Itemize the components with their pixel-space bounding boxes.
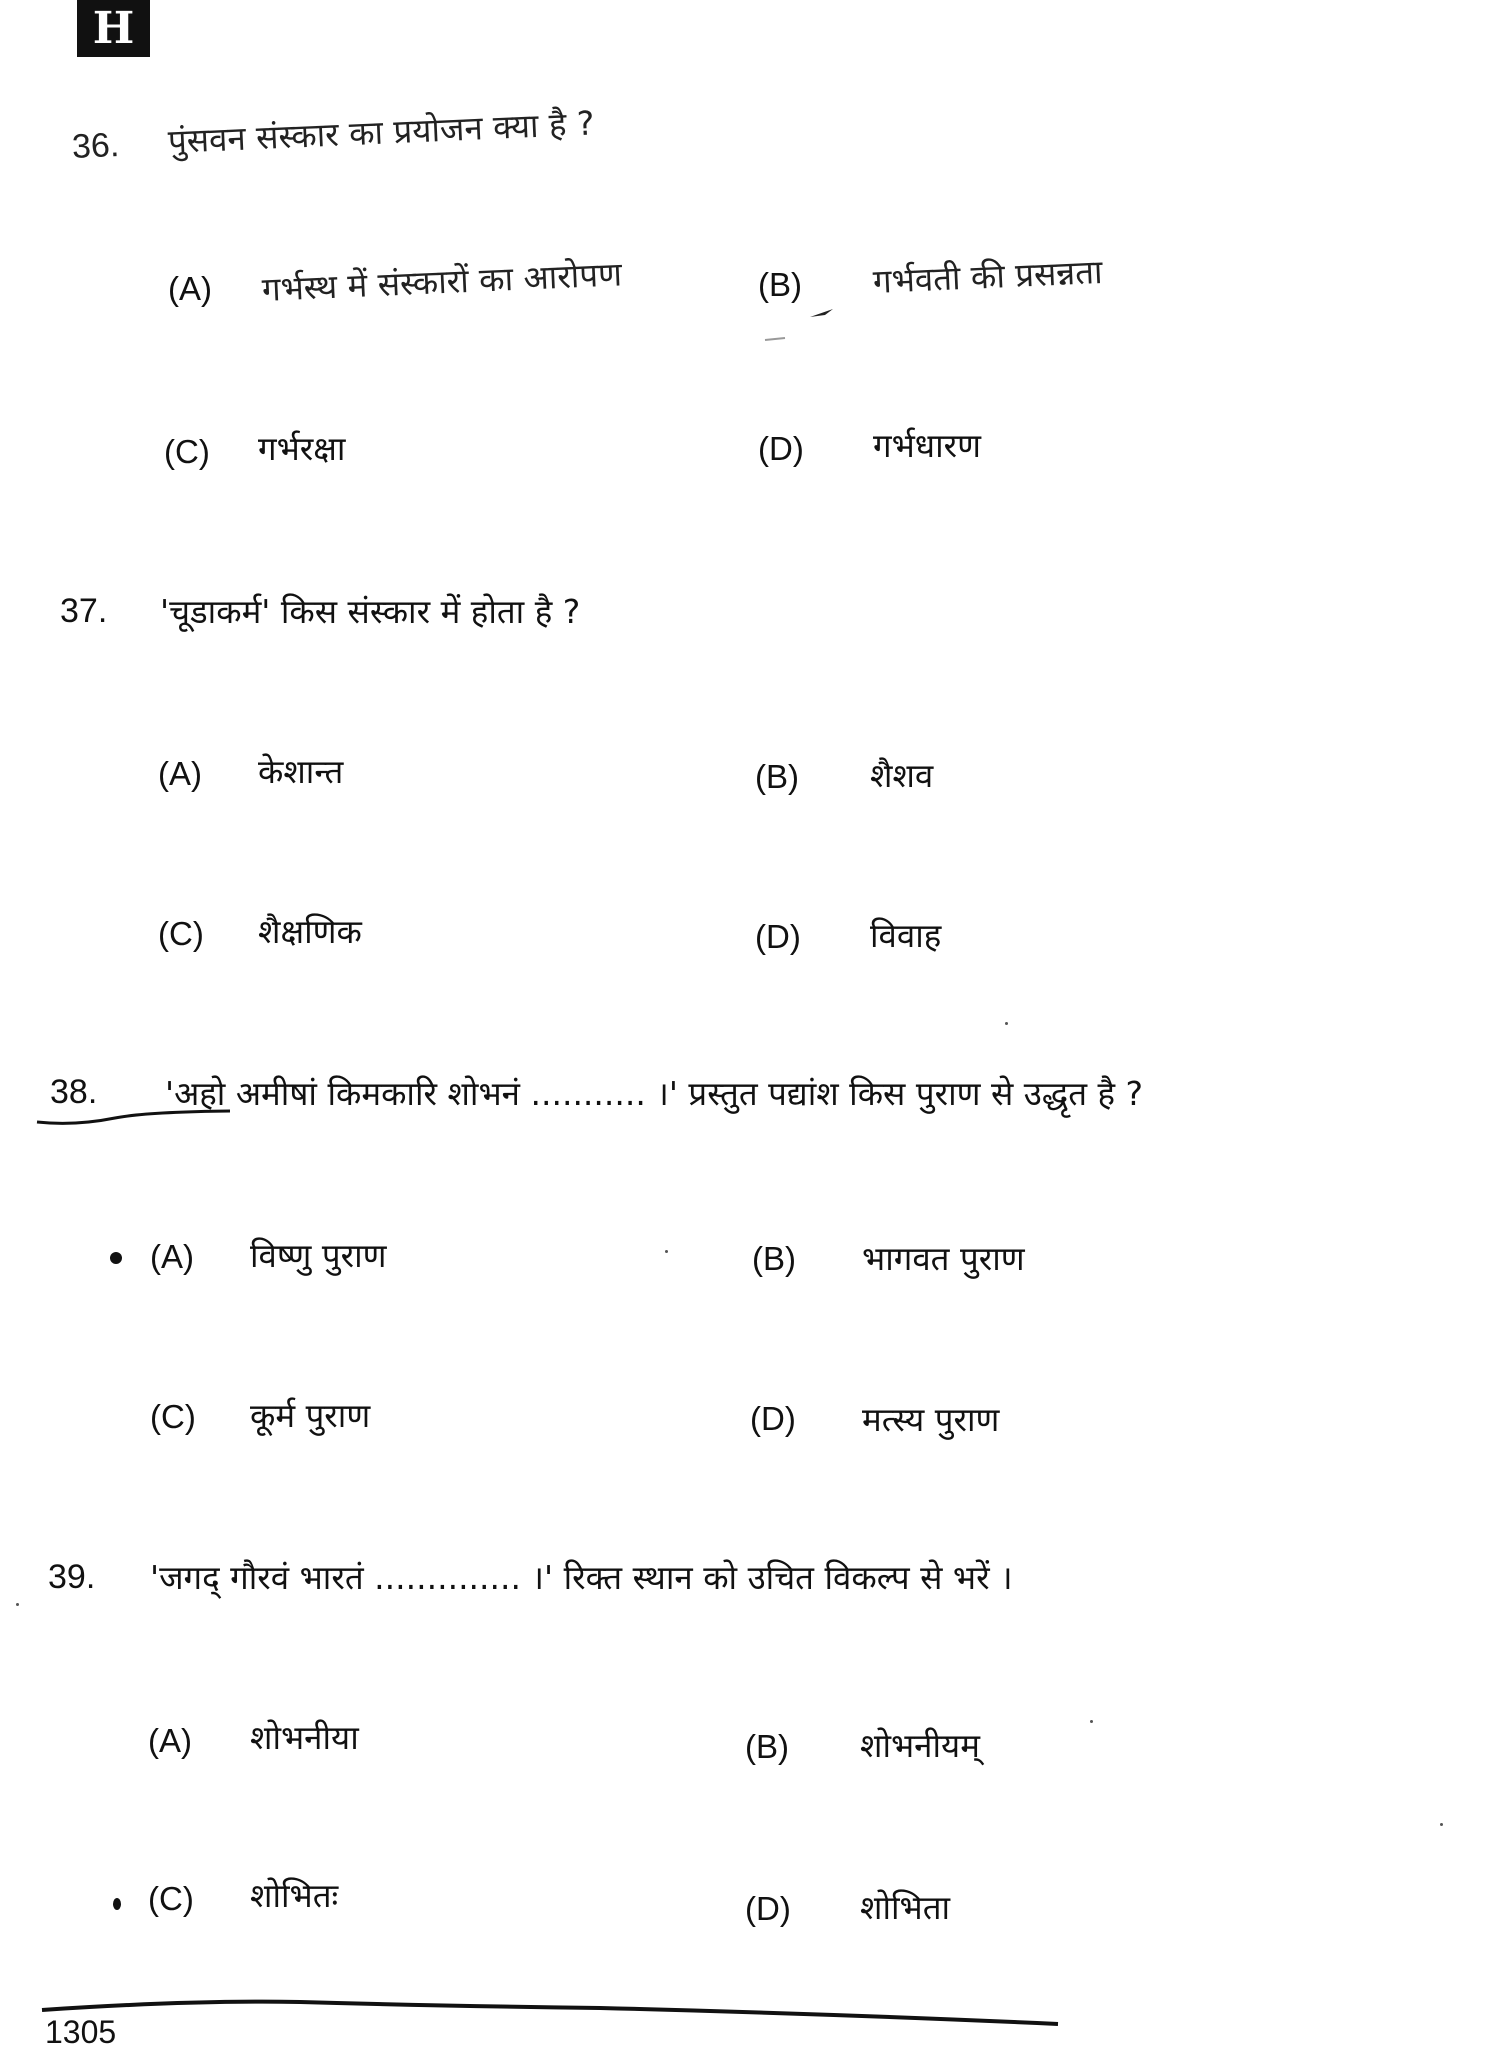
question-number: 38.: [50, 1073, 98, 1111]
option-label-c: (C): [150, 1398, 196, 1435]
option-text-d[interactable]: मत्स्य पुराण: [862, 1400, 1000, 1439]
scan-speck: [1005, 1022, 1008, 1025]
footer-rule: [40, 1996, 1060, 2026]
option-label-d: (D): [755, 918, 801, 955]
question-text: 'अहो अमीषां किमकारि शोभनं ........... ।' प्रस्तुत पद्यांश किस पुराण से उद्धृत है ?: [165, 1074, 1144, 1113]
option-text-d[interactable]: शोभिता: [860, 1888, 951, 1927]
option-text-c[interactable]: शैक्षणिक: [258, 912, 362, 951]
scan-speck: [665, 1250, 668, 1253]
question-text: 'जगद् गौरवं भारतं .............. ।' रिक्त स्थान को उचित विकल्प से भरें ।: [150, 1558, 1013, 1597]
option-label-b: (B): [752, 1240, 796, 1277]
option-label-d: (D): [745, 1890, 791, 1927]
option-label-d: (D): [758, 430, 804, 467]
page-code: 1305: [45, 2014, 117, 2050]
set-code-badge: H: [77, 0, 150, 57]
option-text-b[interactable]: शोभनीयम्: [860, 1726, 980, 1765]
question-text: पुंसवन संस्कार का प्रयोजन क्या है ?: [167, 103, 596, 161]
option-text-a[interactable]: केशान्त: [258, 752, 344, 791]
option-label-c: (C): [164, 433, 210, 470]
option-label-b: (B): [755, 758, 799, 795]
option-label-c: (C): [148, 1880, 194, 1917]
option-text-a[interactable]: गर्भस्थ में संस्कारों का आरोपण: [261, 254, 623, 309]
question-number: 39.: [48, 1558, 96, 1596]
option-label-a: (A): [148, 1722, 192, 1759]
option-text-c[interactable]: कूर्म पुराण: [250, 1396, 371, 1435]
scan-speck: [1440, 1823, 1443, 1826]
option-label-b: (B): [758, 266, 802, 303]
option-label-c: (C): [158, 915, 204, 952]
option-label-a: (A): [150, 1238, 194, 1275]
option-text-b[interactable]: गर्भवती की प्रसन्नता: [872, 252, 1104, 301]
question-number: 37.: [60, 592, 108, 630]
option-label-a: (A): [168, 270, 212, 307]
option-text-d[interactable]: विवाह: [870, 916, 942, 955]
option-label-d: (D): [750, 1400, 796, 1437]
pen-mark-icon: [755, 305, 845, 345]
option-text-b[interactable]: भागवत पुराण: [862, 1239, 1025, 1278]
answer-mark-dot-icon: [110, 1252, 122, 1264]
scan-speck: [1090, 1720, 1093, 1723]
answer-mark-tick-icon: [113, 1898, 121, 1910]
option-text-a[interactable]: शोभनीया: [250, 1718, 359, 1757]
option-label-a: (A): [158, 755, 202, 792]
question-text: 'चूडाकर्म' किस संस्कार में होता है ?: [160, 592, 581, 631]
option-label-b: (B): [745, 1728, 789, 1765]
option-text-d[interactable]: गर्भधारण: [873, 426, 981, 465]
scan-speck: [16, 1603, 19, 1606]
handwritten-underline-icon: [35, 1108, 235, 1128]
option-text-c[interactable]: शोभितः: [250, 1876, 339, 1915]
option-text-a[interactable]: विष्णु पुराण: [250, 1236, 387, 1275]
option-text-b[interactable]: शैशव: [870, 756, 934, 795]
option-text-c[interactable]: गर्भरक्षा: [258, 429, 346, 468]
question-number: 36.: [71, 125, 121, 166]
